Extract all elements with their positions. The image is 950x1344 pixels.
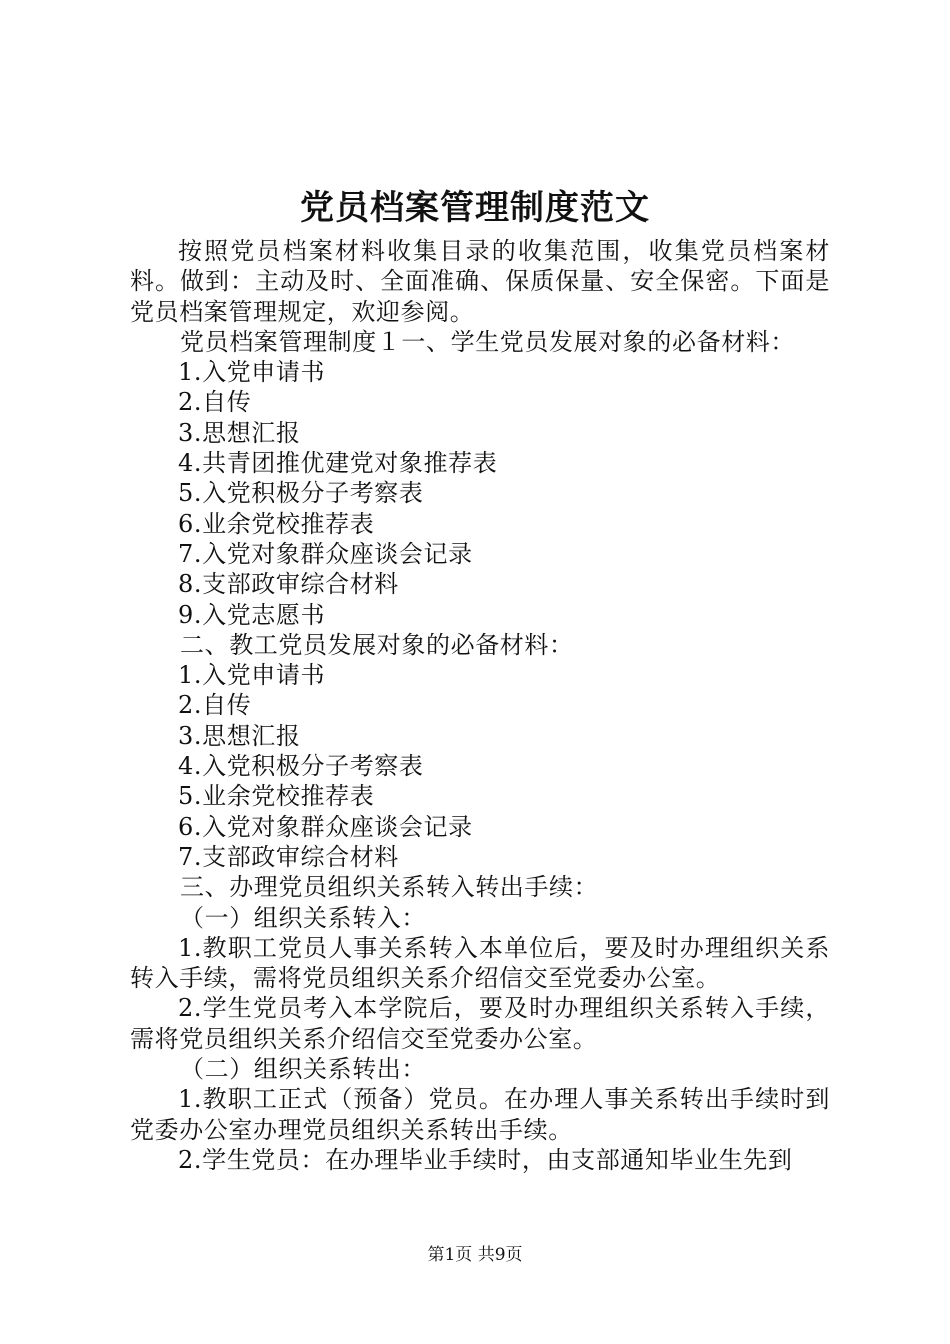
list-item: 3.思想汇报 (178, 418, 301, 447)
list-item: 6.业余党校推荐表 (178, 509, 375, 538)
list-item: 2.自传 (178, 388, 252, 417)
document-body (130, 236, 830, 1175)
list-item: 7.入党对象群众座谈会记录 (178, 539, 473, 568)
section1-list (130, 357, 830, 630)
intro-paragraph: 按照党员档案材料收集目录的收集范围，收集党员档案材料。做到：主动及时、全面准确、保质保量、安全保密。下面是党员档案管理规定，欢迎参阅。 (130, 237, 830, 326)
list-item: 4.入党积极分子考察表 (178, 752, 424, 781)
list-item: 7.支部政审综合材料 (178, 842, 399, 871)
subsection1-heading: （一）组织关系转入： (180, 903, 426, 932)
subsection2-heading: （二）组织关系转出： (180, 1055, 426, 1084)
section1-heading: 党员档案管理制度１一、学生党员发展对象的必备材料： (180, 327, 795, 356)
list-item: 5.业余党校推荐表 (178, 782, 375, 811)
list-item: 1.入党申请书 (178, 661, 326, 690)
list-item: 8.支部政审综合材料 (178, 570, 399, 599)
subsection2-paragraph: 1.教职工正式（预备）党员。在办理人事关系转出手续时到党委办公室办理党员组织关系转出手续。 (130, 1085, 830, 1144)
list-item: 2.自传 (178, 691, 252, 720)
subsection1-paragraph: 2.学生党员考入本学院后，要及时办理组织关系转入手续，需将党员组织关系介绍信交至党委办公室。 (130, 994, 830, 1053)
document-title: 党员档案管理制度范文 (300, 188, 650, 228)
list-item: 6.入党对象群众座谈会记录 (178, 812, 473, 841)
subsection1-paragraph: 1.教职工党员人事关系转入本单位后，要及时办理组织关系转入手续，需将党员组织关系介绍信交至党委办公室。 (130, 933, 830, 993)
list-item: 1.入党申请书 (178, 358, 326, 387)
list-item: 9.入党志愿书 (178, 600, 326, 629)
list-item: 5.入党积极分子考察表 (178, 479, 424, 508)
list-item: 4.共青团推优建党对象推荐表 (178, 449, 498, 478)
subsection2-paragraph: 2.学生党员：在办理毕业手续时，由支部通知毕业生先到 (178, 1145, 793, 1174)
section2-heading: 二、教工党员发展对象的必备材料： (180, 630, 574, 659)
section2-list (130, 660, 830, 872)
section3-heading: 三、办理党员组织关系转入转出手续： (180, 873, 599, 902)
list-item: 3.思想汇报 (178, 721, 301, 750)
page-number-footer: 第1页 共9页 (427, 1245, 523, 1265)
